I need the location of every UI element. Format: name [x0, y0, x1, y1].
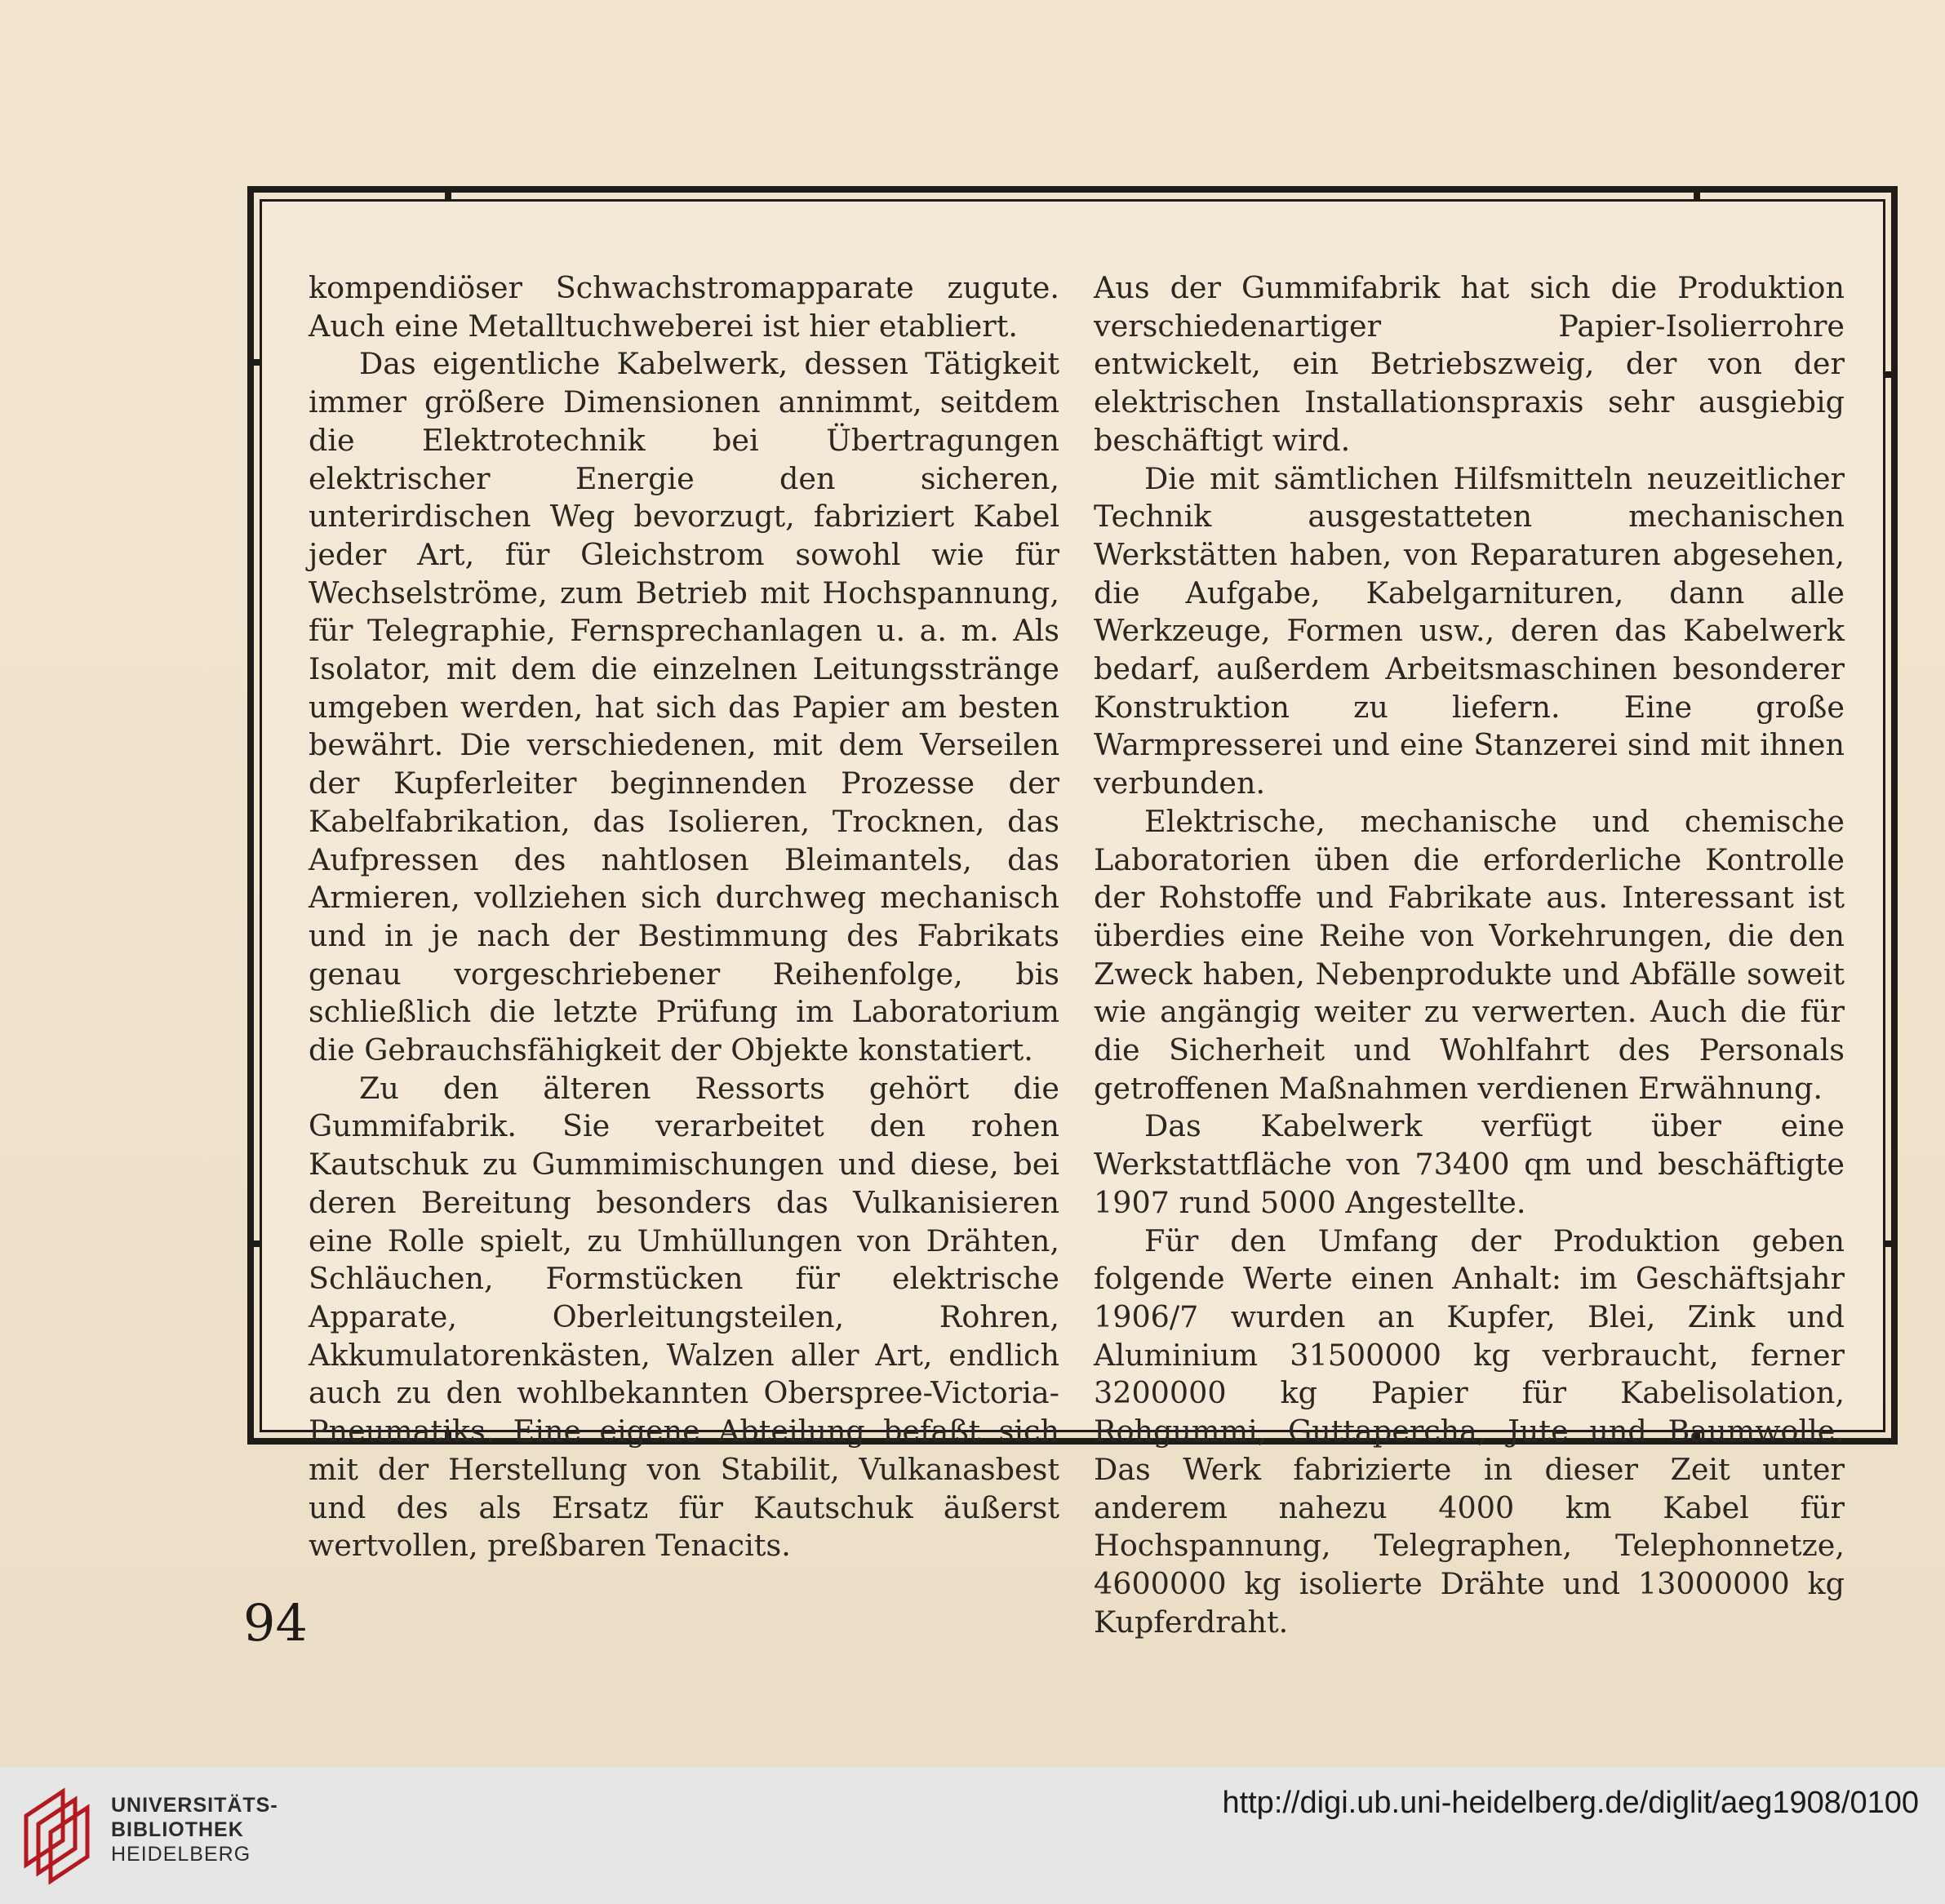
frame-ornament — [445, 186, 451, 199]
paragraph: Elektrische, mechanische und chemische Laboratorien üben die erforderliche Kontrolle der Rohstoffe und Fabrikate aus. Interessant ist überdies eine Reihe von Vorkehrungen, die den Zweck haben, Nebenprodukte und Abfälle soweit wie angängig weiter zu verwerten. Auch die für die Sicherheit und Wohlfahrt des Personals getroffenen Maßnahmen verdienen Erwähnung. — [1094, 803, 1845, 1106]
paragraph: Für den Umfang der Produktion geben folgende Werte einen Anhalt: im Geschäftsjahr 1906/7 wurden an Kupfer, Blei, Zink und Aluminium 31500000 kg verbraucht, ferner 3200000 kg Papier für Kabelisolation, Rohgummi, Guttapercha, Jute und Baumwolle. Das Werk fabrizierte in dieser Zeit unter anderem nahezu 4000 km Kabel für Hochspannung, Telegraphen, Telephonnetze, 4600000 kg isolierte Drähte und 13000000 kg Kupferdraht. — [1094, 1223, 1845, 1640]
library-name[interactable] — [111, 1793, 278, 1866]
frame-ornament — [1885, 1240, 1898, 1247]
paragraph: Die mit sämtlichen Hilfsmitteln neuzeitlicher Technik ausgestatteten mechanischen Werkstätten haben, von Reparaturen abgesehen, die Aufgabe, Kabelgarnituren, dann alle Werkzeuge, Formen usw., deren das Kabelwerk bedarf, außerdem Arbeitsmaschinen besonderer Konstruktion zu liefern. Eine große Warmpresserei und eine Stanzerei sind mit ihnen verbunden. — [1094, 460, 1845, 801]
text-column-left — [309, 269, 1059, 1565]
paragraph: kompendiöser Schwachstromapparate zugute. Auch eine Metalltuchweberei ist hier etabliert. — [309, 270, 1059, 344]
paragraph: Das Kabelwerk verfügt über eine Werkstattfläche von 73400 qm und beschäftigte 1907 rund 5000 Angestellte. — [1094, 1108, 1845, 1220]
frame-ornament — [247, 1240, 260, 1247]
paragraph: Zu den älteren Ressorts gehört die Gummifabrik. Sie verarbeitet den rohen Kautschuk zu Gummimischungen und diese, bei deren Bereitung besonders das Vulkanisieren eine Rolle spielt, zu Umhüllungen von Drähten, Schläuchen, Formstücken für elektrische Apparate, Oberleitungsteilen, Rohren, Akkumulatorenkästen, Walzen aller Art, endlich auch zu den wohlbekannten Oberspree-Victoria-Pneumatiks. Eine eigene Abteilung befaßt sich mit der Herstellung von Stabilit, Vulkanasbest und des als Ersatz für Kautschuk äußerst wertvollen, preßbaren Tenacits. — [309, 1070, 1059, 1564]
paragraph: Aus der Gummifabrik hat sich die Produktion verschiedenartiger Papier-Isolierrohre entwickelt, ein Betriebszweig, der von der elektrischen Installationspraxis sehr ausgiebig beschäftigt wird. — [1094, 270, 1845, 458]
frame-ornament — [1885, 371, 1898, 378]
library-logo-icon[interactable] — [18, 1783, 100, 1885]
library-line-2: BIBLIOTHEK — [111, 1818, 244, 1841]
text-column-right — [1094, 269, 1845, 1641]
page-number: 94 — [243, 1593, 308, 1653]
frame-ornament — [247, 359, 260, 366]
paragraph: Das eigentliche Kabelwerk, dessen Tätigkeit immer größere Dimensionen annimmt, seitdem die Elektrotechnik bei Übertragungen elektrischer Energie den sicheren, unterirdischen Weg bevorzugt, fabriziert Kabel jeder Art, für Gleichstrom sowohl wie für Wechselströme, zum Betrieb mit Hochspannung, für Telegraphie, Fernsprechanlagen u. a. m. Als Isolator, mit dem die einzelnen Leitungsstränge umgeben werden, hat sich das Papier am besten bewährt. Die verschiedenen, mit dem Verseilen der Kupferleiter beginnenden Prozesse der Kabelfabrikation, das Isolieren, Trocknen, das Aufpressen des nahtlosen Bleimantels, das Armieren, vollziehen sich durchweg mechanisch und in je nach der Bestimmung des Fabrikats genau vorgeschriebener Reihenfolge, bis schließlich die letzte Prüfung im Laboratorium die Gebrauchsfähigkeit der Objekte konstatiert. — [309, 346, 1059, 1068]
library-line-1: UNIVERSITÄTS- — [111, 1794, 278, 1817]
frame-ornament — [1694, 186, 1700, 199]
library-line-3: HEIDELBERG — [111, 1843, 251, 1866]
permalink-url[interactable]: http://digi.ub.uni-heidelberg.de/diglit/aeg1908/0100 — [1222, 1786, 1919, 1820]
